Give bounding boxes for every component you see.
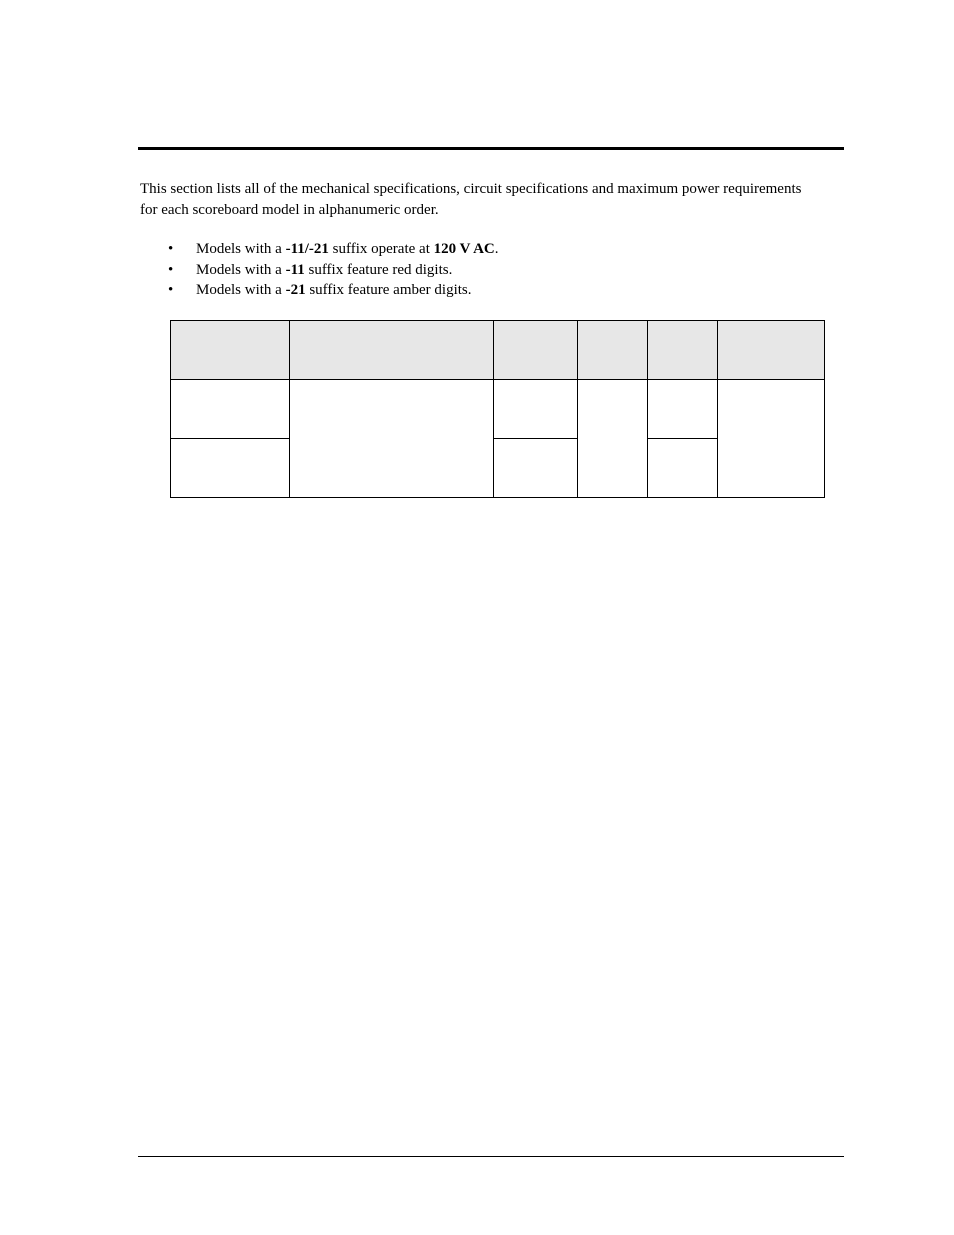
table-cell [494, 439, 578, 498]
table-header-cell [494, 321, 578, 380]
footer-rule [138, 1156, 844, 1157]
table-header-cell [648, 321, 718, 380]
bullet-text-bold: -11 [285, 261, 305, 278]
bullet-text-bold: 120 V AC [433, 241, 495, 257]
bullet-text-pre: Models with a [196, 282, 286, 298]
table-cell [171, 439, 290, 498]
bullet-icon: • [168, 241, 174, 257]
table-cell [718, 380, 825, 498]
bullet-text-post: . [494, 241, 499, 257]
bullet-list [140, 239, 820, 301]
bullet-icon: • [168, 261, 174, 278]
bullet-text-bold: -11/-21 [285, 241, 329, 257]
spec-table [170, 320, 825, 498]
bullet-item-1 [140, 239, 820, 260]
bullet-text-pre: Models with a [196, 261, 286, 278]
table-header-cell [718, 321, 825, 380]
intro-paragraph: This section lists all of the mechanical specifications, circuit specifications and maximum power requirements for each scoreboard model in alphanumeric order. [140, 181, 802, 218]
bullet-icon: • [168, 282, 174, 298]
bullet-text-bold: -21 [285, 282, 306, 298]
table-cell [171, 380, 290, 439]
bullet-text-mid: suffix feature amber digits. [305, 282, 472, 298]
table-cell [290, 380, 494, 498]
bullet-text-mid: suffix operate at [328, 241, 434, 257]
table-header-cell [171, 321, 290, 380]
bullet-text-mid: suffix feature red digits. [304, 261, 453, 278]
table-cell [494, 380, 578, 439]
bullet-text-pre: Models with a [196, 241, 286, 257]
bullet-item-2 [140, 260, 820, 281]
header-rule [138, 147, 844, 150]
table-cell [578, 380, 648, 498]
table-header-row [171, 321, 825, 380]
table-header-cell [290, 321, 494, 380]
table-header-cell [578, 321, 648, 380]
table-row [171, 380, 825, 439]
table-cell [648, 439, 718, 498]
table-cell [648, 380, 718, 439]
bullet-item-3 [140, 280, 820, 301]
